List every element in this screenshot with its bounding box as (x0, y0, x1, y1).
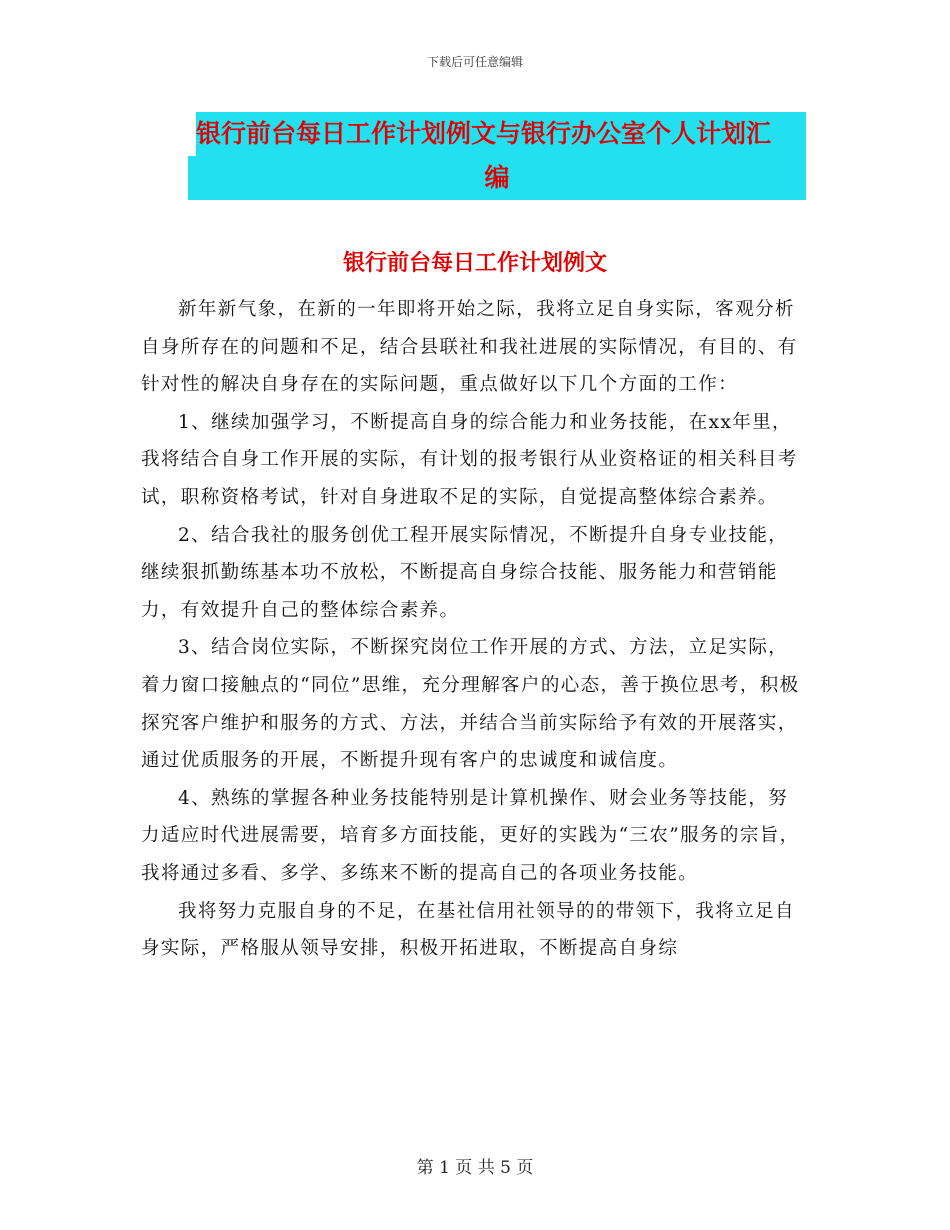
paragraph-item-4: 4、熟练的掌握各种业务技能特别是计算机操作、财会业务等技能，努力适应时代进展需要，培育多方面技能，更好的实践为“三农”服务的宗旨，我将通过多看、多学、多练来不断的提高自己的各项业务技能。 (141, 787, 800, 884)
header-note: 下载后可任意编辑 (426, 55, 523, 69)
page-number-footer: 第 1 页 共 5 页 (416, 1158, 534, 1178)
title-line-2: 编 (484, 163, 510, 192)
section-title: 银行前台每日工作计划例文 (342, 251, 607, 276)
paragraph-item-1: 1、继续加强学习，不断提高自身的综合能力和业务技能，在xx年里，我将结合自身工作开展的实际，有计划的报考银行从业资格证的相关科目考试，职称资格考试，针对自身进取不足的实际，自觉提高整体综合素养。 (141, 411, 798, 508)
paragraph-closing: 我将努力克服自身的不足，在基社信用社领导的的带领下，我将立足自身实际，严格服从领导安排，积极开拓进取，不断提高自身综 (141, 900, 795, 960)
document-body (141, 291, 801, 968)
paragraph-item-2: 2、结合我社的服务创优工程开展实际情况，不断提升自身专业技能，继续狠抓勤练基本功不放松，不断提高自身综合技能、服务能力和营销能力，有效提升自己的整体综合素养。 (141, 524, 789, 621)
title-line-1: 银行前台每日工作计划例文与银行办公室个人计划汇 (196, 119, 772, 148)
paragraph-item-3: 3、结合岗位实际，不断探究岗位工作开展的方式、方法，立足实际，着力窗口接触点的“同位”思维，充分理解客户的心态，善于换位思考，积极探究客户维护和服务的方式、方法，并结合当前实际给予有效的开展落实，通过优质服务的开展，不断提升现有客户的忠诚度和诚信度。 (141, 637, 800, 772)
document-title (196, 112, 806, 200)
paragraph-intro: 新年新气象，在新的一年即将开始之际，我将立足自身实际，客观分析自身所存在的问题和不足，结合县联社和我社进展的实际情况，有目的、有针对性的解决自身存在的实际问题，重点做好以下几个方面的工作： (141, 299, 798, 396)
